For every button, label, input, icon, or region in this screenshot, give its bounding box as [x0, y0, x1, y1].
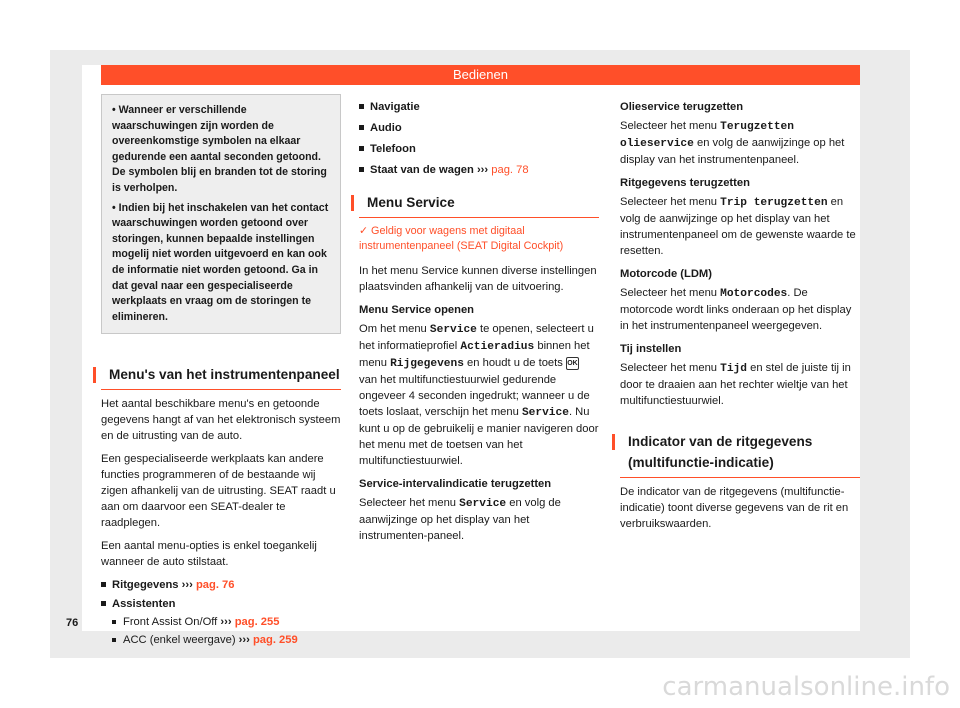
- warning-item: • Wanneer er verschillende waarschuwingen zijn worden de overeenkomstige symbolen na elkaar gedurende een aantal seconden getoond. De symbolen blij en branden tot de storing is verholpen.: [112, 104, 327, 194]
- list-item: Telefoon: [359, 141, 599, 157]
- paragraph: Het aantal beschikbare menu's en getoonde gegevens hangt af van het elektronisch systeem en de uitrusting van de auto.: [101, 398, 341, 443]
- validity-note: ✓ Geldig voor wagens met digitaal instrumentenpaneel (SEAT Digital Cockpit): [359, 225, 564, 252]
- page-ref-link[interactable]: pag. 78: [491, 164, 529, 176]
- subheading: Menu Service openen: [359, 304, 475, 316]
- paragraph: In het menu Service kunnen diverse instellingen plaatsvinden afhankelij van de uitvoering.: [359, 265, 597, 293]
- paragraph: Selecteer het menu Service en volg de aanwijzinge op het display van het instrumenten-paneel.: [359, 497, 561, 542]
- subheading: Motorcode (LDM): [620, 268, 712, 280]
- heading-accent-bar: [351, 195, 354, 211]
- list-item: Navigatie: [359, 99, 599, 115]
- service-heading: Menu Service: [359, 192, 599, 218]
- column-1: [101, 94, 341, 652]
- paragraph: Selecteer het menu Motorcodes. De motorcode wordt links onderaan op het display in het instrumentenpaneel weergegeven.: [620, 287, 852, 332]
- sub-list-item: ACC (enkel weergave) ››› pag. 259: [112, 632, 341, 648]
- menu-list: [359, 99, 599, 178]
- menu-list: [101, 577, 341, 648]
- section-header: Bedienen: [101, 65, 860, 85]
- menus-heading: Menu's van het instrumentenpaneel: [101, 364, 341, 390]
- paragraph: Een gespecialiseerde werkplaats kan andere functies programmeren of de bestaande wij zigen afhankelij van de uitrusting. SEAT raadt u aan om daarvoor een SEAT-dealer te raadplegen.: [101, 453, 336, 530]
- indicator-heading: Indicator van de ritgegevens (multifunctie-indicatie): [620, 431, 860, 478]
- subheading: Service-intervalindicatie terugzetten: [359, 478, 552, 490]
- list-item: Ritgegevens ››› pag. 76: [101, 577, 341, 593]
- ok-button-icon: OK: [566, 357, 579, 370]
- paragraph: De indicator van de ritgegevens (multifunctie-indicatie) toont diverse gegevens van de rit en verbruikswaarden.: [620, 486, 849, 530]
- paragraph: Een aantal menu-opties is enkel toegankelij wanneer de auto stilstaat.: [101, 540, 317, 569]
- column-2: [359, 99, 599, 551]
- page-number: 76: [66, 617, 79, 629]
- heading-accent-bar: [612, 434, 615, 450]
- check-icon: ✓: [359, 225, 369, 237]
- paragraph: Om het menu Service te openen, selecteert u het informatieprofiel Actieradius binnen het menu Rijgegevens en houdt u de toets OK van het multifunctiestuurwiel gedurende ongeveer 4 seconden ingedrukt; wanneer u de toets loslaat, verschijn het menu Service. Nu kunt u op de gebruikelij e manier navigeren door het menu met de toetsen van het multifunctiestuurwiel.: [359, 323, 599, 467]
- page-ref-link[interactable]: pag. 259: [252, 634, 298, 647]
- subheading: Ritgegevens terugzetten: [620, 177, 750, 189]
- sub-list: [112, 614, 341, 648]
- page-ref-link[interactable]: pag. 76: [195, 579, 235, 592]
- subheading: Olieservice terugzetten: [620, 101, 744, 113]
- subheading: Tij instellen: [620, 343, 682, 355]
- paragraph: Selecteer het menu Terugzetten olieservice en volg de aanwijzinge op het display van het instrumentenpaneel.: [620, 120, 845, 166]
- page-ref-link[interactable]: pag. 255: [234, 616, 280, 629]
- heading-accent-bar: [93, 367, 96, 383]
- watermark-text: carmanualsonline.info: [662, 672, 950, 702]
- list-item: Assistenten Front Assist On/Off ››› pag. 255 ACC (enkel weergave) ››› pag. 259: [101, 596, 341, 648]
- sub-list-item: Front Assist On/Off ››› pag. 255: [112, 614, 341, 630]
- warning-item: • Indien bij het inschakelen van het contact waarschuwingen worden getoond over storingen, kunnen bepaalde instellingen mogelij niet worden uitgevoerd en kan ook de informatie niet worden getoond. Ga in dat geval naar een gespecialiseerde werkplaats en vraag om de storingen te elimineren.: [112, 201, 329, 323]
- paragraph: Selecteer het menu Tijd en stel de juiste tij in door te draaien aan het rechter wieltje van het multifunctiestuurwiel.: [620, 362, 851, 407]
- paragraph: Selecteer het menu Trip terugzetten en volg de aanwijzinge op het display van het instrumentenpaneel om de gewenste waarde te resetten.: [620, 196, 856, 257]
- list-item: Staat van de wagen ››› pag. 78: [359, 162, 599, 178]
- warning-box: [101, 94, 341, 334]
- column-3: [620, 99, 860, 539]
- list-item: Audio: [359, 120, 599, 136]
